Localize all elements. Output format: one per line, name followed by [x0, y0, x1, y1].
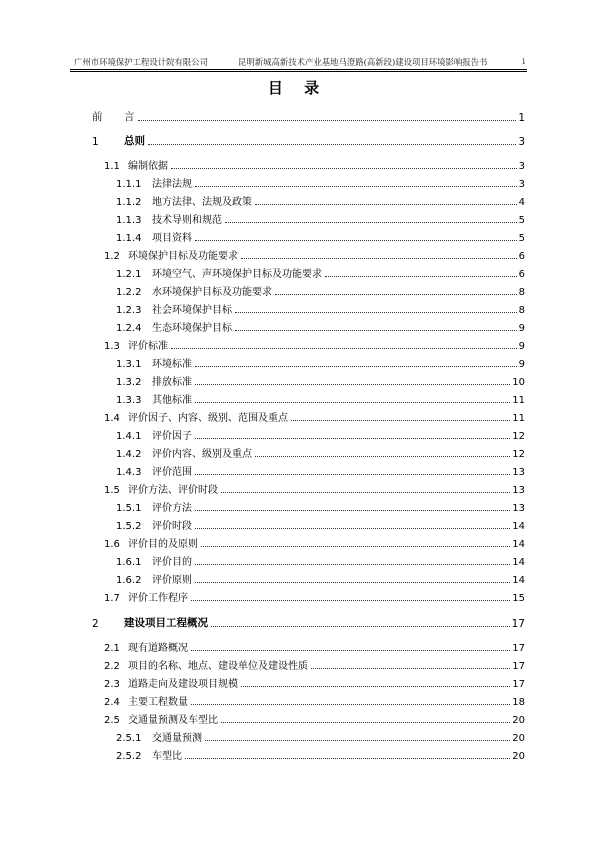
- toc-entry-page: 12: [512, 449, 525, 460]
- toc-entry-label: 评价方法: [152, 503, 192, 514]
- toc-entry-page: 17: [512, 643, 525, 654]
- toc-entry-number: 1.1: [104, 161, 120, 172]
- toc-entry[interactable]: [92, 612, 525, 630]
- toc-entry[interactable]: [116, 352, 525, 370]
- toc-entry-label: 交通量预测及车型比: [128, 715, 218, 726]
- toc-dot-leader: [201, 545, 510, 547]
- toc-entry-number: 2.1: [104, 643, 120, 654]
- toc-entry-page: 6: [518, 269, 525, 280]
- toc-dot-leader: [195, 185, 517, 187]
- toc-entry-page: 14: [512, 539, 525, 550]
- toc-entry-number: 1.6: [104, 539, 120, 550]
- toc-entry-label: 社会环境保护目标: [152, 305, 232, 316]
- toc-entry-label: 车型比: [152, 751, 182, 762]
- header-project-title: 昆明新城高新技术产业基地马澄路(高新段)建设项目环境影响报告书: [238, 57, 488, 67]
- toc-dot-leader: [241, 685, 510, 687]
- toc-dot-leader: [311, 667, 510, 669]
- toc-entry[interactable]: [116, 172, 525, 190]
- toc-entry-page: 11: [512, 413, 525, 424]
- toc-dot-leader: [225, 221, 517, 223]
- toc-entry[interactable]: [116, 496, 525, 514]
- toc-entry-page: 20: [512, 751, 525, 762]
- toc-entry-number: 1.3.2: [116, 377, 142, 388]
- toc-entry-page: 3: [518, 161, 525, 172]
- toc-entry-page: 15: [512, 593, 525, 604]
- toc-dot-leader: [221, 491, 510, 493]
- toc-dot-leader: [171, 347, 517, 349]
- toc-entry-label: 评价原则: [152, 575, 192, 586]
- toc-entry-page: 17: [512, 679, 525, 690]
- toc-entry[interactable]: [116, 316, 525, 334]
- toc-entry-label: 生态环境保护目标: [152, 323, 232, 334]
- toc-dot-leader: [138, 119, 517, 121]
- toc-dot-leader: [195, 365, 517, 367]
- toc-entry-number: 1.2.3: [116, 305, 142, 316]
- toc-entry-number: 1.2.1: [116, 269, 142, 280]
- toc-dot-leader: [195, 563, 510, 565]
- toc-entry-label: 评价标准: [128, 341, 168, 352]
- toc-entry-label: 评价目的及原则: [128, 539, 198, 550]
- toc-entry-page: 3: [518, 136, 525, 148]
- toc-entry-number: 1.1.3: [116, 215, 142, 226]
- toc-entry[interactable]: [116, 280, 525, 298]
- toc-entry-number: 前: [92, 111, 103, 123]
- toc-entry[interactable]: [104, 244, 525, 262]
- toc-entry-label: 地方法律、法规及政策: [152, 197, 252, 208]
- toc-dot-leader: [195, 383, 510, 385]
- toc-entry-label: 评价因子: [152, 431, 192, 442]
- toc-entry-page: 3: [518, 179, 525, 190]
- toc-dot-leader: [195, 437, 510, 439]
- toc-entry-page: 14: [512, 557, 525, 568]
- toc-entry[interactable]: [116, 262, 525, 280]
- toc-entry-number: 1.4.1: [116, 431, 142, 442]
- toc-entry-label: 排放标准: [152, 377, 192, 388]
- toc-entry-page: 14: [512, 521, 525, 532]
- toc-entry[interactable]: [92, 130, 525, 148]
- toc-entry-page: 17: [512, 661, 525, 672]
- toc-dot-leader: [235, 329, 517, 331]
- toc-entry-label: 环境标准: [152, 359, 192, 370]
- toc-dot-leader: [241, 257, 517, 259]
- header-rule: [70, 71, 527, 72]
- toc-title: 目 录: [267, 79, 328, 97]
- toc-dot-leader: [195, 581, 510, 583]
- header-page-number: i: [522, 56, 525, 66]
- header-company: 广州市环境保护工程设计院有限公司: [74, 57, 208, 67]
- toc-entry-page: 1: [518, 112, 525, 124]
- toc-entry-number: 1.5: [104, 485, 120, 496]
- toc-entry-number: 1.6.1: [116, 557, 142, 568]
- toc-entry-label: 主要工程数量: [128, 697, 188, 708]
- toc-dot-leader: [195, 401, 510, 403]
- toc-entry-label: 法律法规: [152, 179, 192, 190]
- toc-entry-label: 技术导则和规范: [152, 215, 222, 226]
- toc-entry-page: 20: [512, 733, 525, 744]
- toc-entry-label: 编制依据: [128, 161, 168, 172]
- toc-dot-leader: [191, 649, 510, 651]
- toc-entry[interactable]: [116, 514, 525, 532]
- toc-entry[interactable]: [104, 636, 525, 654]
- toc-dot-leader: [255, 455, 510, 457]
- toc-entry-label: 评价工作程序: [128, 593, 188, 604]
- toc-entry-page: 13: [512, 467, 525, 478]
- toc-dot-leader: [171, 167, 517, 169]
- toc-entry-label: 评价范围: [152, 467, 192, 478]
- toc-entry-number: 1.1.1: [116, 179, 142, 190]
- toc-entry[interactable]: [116, 568, 525, 586]
- toc-entry-number: 2.3: [104, 679, 120, 690]
- toc-entry-number: 1.4: [104, 413, 120, 424]
- toc-entry-page: 11: [512, 395, 525, 406]
- toc-entry-label: 评价内容、级别及重点: [152, 449, 252, 460]
- toc-dot-leader: [255, 203, 517, 205]
- toc-entry-label: 建设项目工程概况: [124, 617, 208, 629]
- toc-entry-number: 1.3.1: [116, 359, 142, 370]
- toc-dot-leader: [325, 275, 517, 277]
- toc-dot-leader: [195, 509, 510, 511]
- toc-entry-number: 2.2: [104, 661, 120, 672]
- toc-entry[interactable]: [104, 406, 525, 424]
- toc-entry-number: 1.4.2: [116, 449, 142, 460]
- toc-entry-label: 项目资料: [152, 233, 192, 244]
- toc-entry-page: 18: [512, 697, 525, 708]
- toc-entry-label: 其他标准: [152, 395, 192, 406]
- toc-entry-number: 2: [92, 618, 99, 630]
- toc-dot-leader: [211, 625, 510, 627]
- toc-entry-label: 道路走向及建设项目规模: [128, 679, 238, 690]
- toc-entry-label: 评价方法、评价时段: [128, 485, 218, 496]
- toc-entry-number: 1: [92, 136, 99, 148]
- toc-dot-leader: [195, 239, 517, 241]
- toc-entry[interactable]: [116, 424, 525, 442]
- toc-entry-page: 14: [512, 575, 525, 586]
- toc-entry[interactable]: [116, 370, 525, 388]
- toc-entry-label: 项目的名称、地点、建设单位及建设性质: [128, 661, 308, 672]
- toc-entry[interactable]: [104, 672, 525, 690]
- toc-entry-number: 1.7: [104, 593, 120, 604]
- toc-entry-page: 5: [518, 233, 525, 244]
- toc-entry-page: 4: [518, 197, 525, 208]
- toc-entry[interactable]: [116, 460, 525, 478]
- toc-dot-leader: [195, 527, 510, 529]
- toc-dot-leader: [205, 739, 510, 741]
- toc-entry[interactable]: [116, 442, 525, 460]
- toc-entry-number: 1.5.2: [116, 521, 142, 532]
- toc-entry-number: 2.5.1: [116, 733, 142, 744]
- toc-dot-leader: [185, 757, 510, 759]
- toc-entry[interactable]: [116, 208, 525, 226]
- toc-entry-number: 1.3.3: [116, 395, 142, 406]
- toc-dot-leader: [235, 311, 517, 313]
- toc-entry-label: 现有道路概况: [128, 643, 188, 654]
- toc-entry-label: 环境空气、声环境保护目标及功能要求: [152, 269, 322, 280]
- toc-entry-page: 9: [518, 359, 525, 370]
- toc-entry-page: 17: [511, 618, 525, 630]
- toc-entry-label: 水环境保护目标及功能要求: [152, 287, 272, 298]
- toc-entry-number: 1.1.2: [116, 197, 142, 208]
- toc-entry[interactable]: [116, 726, 525, 744]
- toc-entry-label: 环境保护目标及功能要求: [128, 251, 238, 262]
- toc-entry-number: 2.5.2: [116, 751, 142, 762]
- toc-entry[interactable]: [104, 478, 525, 496]
- toc-entry-number: 1.4.3: [116, 467, 142, 478]
- toc-entry-number: 1.3: [104, 341, 120, 352]
- toc-entry-page: 13: [512, 503, 525, 514]
- toc-entry-label: 总则: [124, 135, 145, 147]
- toc-dot-leader: [195, 473, 510, 475]
- toc-entry[interactable]: [104, 334, 525, 352]
- toc-entry[interactable]: [116, 226, 525, 244]
- toc-entry-number: 2.5: [104, 715, 120, 726]
- toc-entry[interactable]: [116, 744, 525, 762]
- toc-entry-page: 9: [518, 323, 525, 334]
- toc-entry[interactable]: [116, 388, 525, 406]
- toc-entry[interactable]: [116, 298, 525, 316]
- toc-entry-number: 1.6.2: [116, 575, 142, 586]
- toc-dot-leader: [191, 599, 510, 601]
- toc-entry[interactable]: [104, 654, 525, 672]
- toc-entry-number: 1.1.4: [116, 233, 142, 244]
- toc-entry-page: 9: [518, 341, 525, 352]
- toc-dot-leader: [148, 143, 516, 145]
- toc-entry[interactable]: [104, 708, 525, 726]
- toc-entry-page: 8: [518, 287, 525, 298]
- toc-dot-leader: [191, 703, 510, 705]
- toc-entry-label: 交通量预测: [152, 733, 202, 744]
- toc-entry[interactable]: [116, 190, 525, 208]
- toc-entry-page: 12: [512, 431, 525, 442]
- toc-entry-page: 8: [518, 305, 525, 316]
- toc-entry[interactable]: [92, 106, 525, 124]
- running-header: [70, 55, 527, 70]
- toc-entry-page: 6: [518, 251, 525, 262]
- toc-entry-page: 13: [512, 485, 525, 496]
- toc-entry[interactable]: [104, 154, 525, 172]
- toc-dot-leader: [221, 721, 510, 723]
- toc-entry-number: 1.5.1: [116, 503, 142, 514]
- toc-entry-number: 1.2.4: [116, 323, 142, 334]
- toc-entry-label: 评价时段: [152, 521, 192, 532]
- toc-entry-page: 5: [518, 215, 525, 226]
- toc-entry-label: 评价因子、内容、级别、范围及重点: [128, 413, 288, 424]
- toc-entry[interactable]: [104, 690, 525, 708]
- toc-entry-number: 2.4: [104, 697, 120, 708]
- toc-entry[interactable]: [104, 586, 525, 604]
- toc-dot-leader: [275, 293, 517, 295]
- toc-entry-number: 1.2.2: [116, 287, 142, 298]
- toc-dot-leader: [291, 419, 510, 421]
- toc-entry-number: 1.2: [104, 251, 120, 262]
- toc-entry[interactable]: [116, 550, 525, 568]
- toc-entry[interactable]: [104, 532, 525, 550]
- toc-entry-label: 评价目的: [152, 557, 192, 568]
- toc-entry-label: 言: [124, 111, 135, 123]
- toc-entry-page: 20: [512, 715, 525, 726]
- toc-entry-page: 10: [512, 377, 525, 388]
